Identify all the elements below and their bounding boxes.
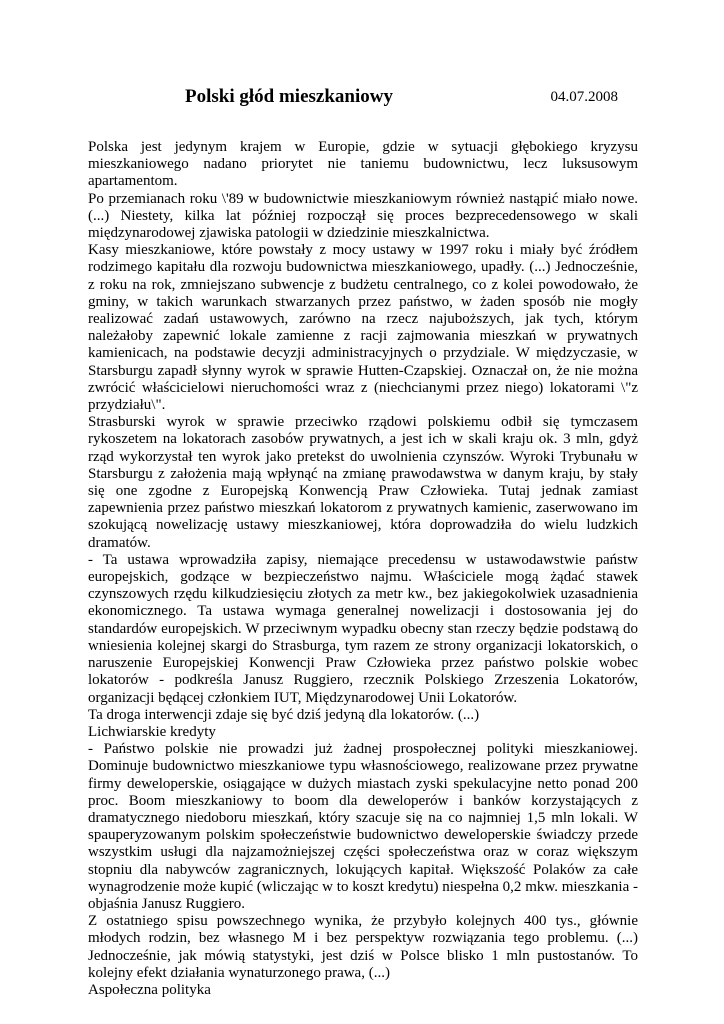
paragraph-post-89: Po przemianach roku \'89 w budownictwie mieszkaniowym również nastąpić miało nowe. (...) Niestety, kilka lat później rozpoczął się proces bezprecedensowego w skali międzynarodowej zjawiska patologii w dziedzinie mieszkalnictwa. — [88, 190, 638, 242]
paragraph-kasy-mieszkaniowe: Kasy mieszkaniowe, które powstały z mocy ustawy w 1997 roku i miały być źródłem rodzimego kapitału dla rozwoju budownictwa mieszkaniowego, upadły. (...) Jednocześnie, z roku na rok, zmniejszano subwencje z budżetu centralnego, co z kolei powodowało, że gminy, w takich warunkach stwarzanych przez państwo, w żaden sposób nie mogły realizować zadań ustawowych, zarówno na rzecz najuboższych, jak tych, którym należałoby zapewnić lokale zamienne z racji zajmowania mieszkań w prywatnych kamienicach, na podstawie decyzji administracyjnych o przydziale. W międzyczasie, w Starsburgu zapadł słynny wyrok w sprawie Hutten-Czapskiej. Oznaczał on, że nie można zwrócić właścicielowi nieruchomości wraz z (niechcianymi przez niego) lokatorami \"z przydziału\". — [88, 242, 638, 414]
article-title: Polski głód mieszkaniowy — [185, 86, 393, 107]
paragraph-droga-interwencji: Ta droga interwencji zdaje się być dziś jedyną dla lokatorów. (...) — [88, 706, 480, 723]
section-heading-lichwiarskie-kredyty: Lichwiarskie kredyty — [88, 723, 216, 740]
article-date: 04.07.2008 — [550, 89, 618, 105]
article-body — [88, 139, 638, 999]
paragraph-ustawa-quote: - Ta ustawa wprowadziła zapisy, niemające precedensu w ustawodawstwie państw europejskich, godzące w bezpieczeństwo najmu. Właściciele mogą żądać stawek czynszowych rzędu kilkudziesięciu złotych za metr kw., bez jakiegokolwiek uzasadnienia ekonomicznego. Ta ustawa wymaga generalnej nowelizacji i dostosowania jej do standardów europejskich. W przeciwnym wypadku obecny stan rzeczy będzie podstawą do wniesienia kolejnej skargi do Strasburga, tym razem ze strony organizacji lokatorskich, o naruszenie Europejskiej Konwencji Praw Człowieka przez państwo polskie wobec lokatorów - podkreśla Janusz Ruggiero, rzecznik Polskiego Zrzeszenia Lokatorów, organizacji będącej członkiem IUT, Międzynarodowej Unii Lokatorów. — [88, 551, 638, 706]
paragraph-strasburski-wyrok: Strasburski wyrok w sprawie przeciwko rządowi polskiemu odbił się tymczasem rykoszetem na lokatorach zasobów prywatnych, a jest ich w skali kraju ok. 3 mln, gdyż rząd wykorzystał ten wyrok jako pretekst do uwolnienia czynszów. Wyroki Trybunału w Starsburgu z założenia mają wpłynąć na zmianę prawodawstwa w danym kraju, by stały się one zgodne z Europejską Konwencją Praw Człowieka. Tutaj jednak zamiast zapewnienia przez państwo mieszkań lokatorom z prywatnych kamienic, zaserwowano im szokującą nowelizację ustawy mieszkaniowej, która doprowadziła do wielu ludzkich dramatów. — [88, 414, 638, 551]
paragraph-spis-powszechny: Z ostatniego spisu powszechnego wynika, że przybyło kolejnych 400 tys., głównie młodych rodzin, bez własnego M i bez perspektyw rozwiązania tego problemu. (...) Jednocześnie, jak mówią statystyki, jest dziś w Polsce blisko 1 mln pustostanów. To kolejny efekt działania wynaturzonego prawa, (...) — [88, 913, 638, 981]
paragraph-intro: Polska jest jedynym krajem w Europie, gdzie w sytuacji głębokiego kryzysu mieszkaniowego nadano priorytet nie taniemu budownictwu, lecz luksusowym apartamentom. — [88, 139, 638, 190]
section-heading-aspoleczna-polityka: Aspołeczna polityka — [88, 981, 211, 998]
document-header — [88, 86, 638, 112]
paragraph-panstwo-polskie: - Państwo polskie nie prowadzi już żadnej prospołecznej polityki mieszkaniowej. Dominuje budownictwo mieszkaniowe typu własnościowego, realizowane przez prywatne firmy deweloperskie, osiągające w dużych miastach zyski spekulacyjne netto ponad 200 proc. Boom mieszkaniowy to boom dla deweloperów i banków korzystających z dramatycznego niedoboru mieszkań, który szacuje się na co najmniej 1,5 mln lokali. W spauperyzowanym polskim społeczeństwie budownictwo deweloperskie świadczy przede wszystkim usługi dla najzamożniejszej części społeczeństwa oraz w coraz większym stopniu dla nabywców zagranicznych, lokujących kapitał. Większość Polaków za całe wynagrodzenie może kupić (wliczając w to koszt kredytu) niespełna 0,2 mkw. mieszkania - objaśnia Janusz Ruggiero. — [88, 741, 638, 912]
